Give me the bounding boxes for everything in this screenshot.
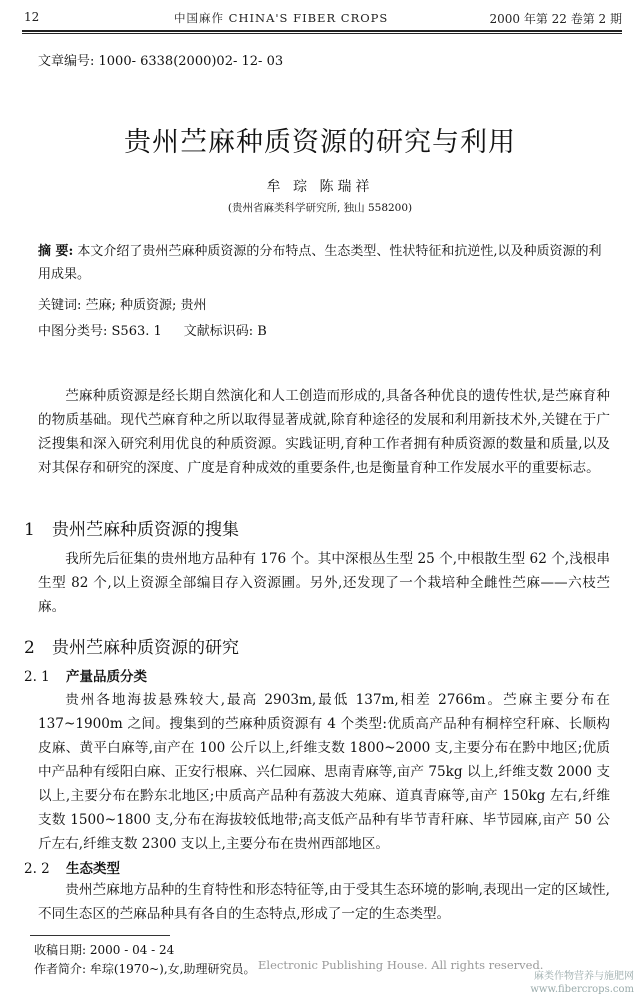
- document-code: 文献标识码: B: [183, 324, 267, 339]
- classification: [38, 320, 604, 339]
- site-watermark: [530, 970, 634, 996]
- header-rule-thin: [22, 33, 622, 34]
- journal-title: 中国麻作 CHINA'S FIBER CROPS: [174, 11, 389, 25]
- subsection-2-1-heading: [24, 665, 147, 685]
- abstract: [38, 240, 604, 286]
- subsection-title: 生态类型: [66, 861, 120, 877]
- subsection-number: 2. 2: [24, 861, 50, 877]
- watermark-line-2: www.fibercrops.com: [530, 984, 634, 995]
- intro-paragraph: 苎麻种质资源是经长期自然演化和人工创造而形成的,具备各种优良的遗传性状,是苎麻育种的物质基础。现代苎麻育种之所以取得显著成就,除育种途径的发展和利用新技术外,关键在于广泛搜集和深入研究利用优良的种质资源。实践证明,育种工作者拥有种质资源的数量和质量,以及对其保存和研究的深度、广度是育种成效的重要条件,也是衡量育种工作发展水平的重要标志。: [38, 388, 610, 476]
- copyright-notice: Electronic Publishing House. All rights reserved.: [258, 958, 544, 972]
- subsection-2-2-heading: [24, 857, 120, 877]
- section-title: 贵州苎麻种质资源的研究: [52, 638, 239, 658]
- clc-number: 中图分类号: S563. 1: [38, 324, 162, 339]
- subsection-2-1-paragraph: 贵州各地海拔悬殊较大,最高 2903m,最低 137m,相差 2766m。苎麻主要分布在 137~1900m 之间。搜集到的苎麻种质资源有 4 个类型:优质高产品种有桐梓空秆麻、长顺构皮麻、黄平白麻等,亩产在 100 公斤以上,纤维支数 1800~2000 支,主要分布在黔中地区;优质中产品种有绥阳白麻、正安行根麻、兴仁园麻、思南青麻等,亩产 75kg 以上,纤维支数 2000 支以上,主要分布在黔东北地区;中质高产品种有荔波大苑麻、道真青麻等,亩产 150kg 左右,纤维支数 1500~1800 支,分布在海拔较低地带;高支低产品种有毕节青秆麻、毕节园麻,亩产 50 公斤左右,纤维支数 2300 支以上,主要分布在贵州西部地区。: [38, 692, 610, 852]
- paper-title: 贵州苎麻种质资源的研究与利用: [124, 127, 516, 158]
- footnote-rule: [30, 935, 170, 936]
- volume-info: 2000 年第 22 卷第 2 期: [489, 12, 622, 26]
- running-header: [24, 8, 622, 28]
- page-number: 12: [24, 10, 40, 24]
- watermark-line-1: 麻类作物营养与施肥网: [534, 971, 634, 982]
- abstract-text: 本文介绍了贵州苎麻种质资源的分布特点、生态类型、性状特征和抗逆性,以及种质资源的利用成果。: [38, 244, 602, 282]
- header-rule: [22, 30, 622, 32]
- abstract-label: 摘 要:: [38, 244, 74, 259]
- keywords: 关键词: 苎麻; 种质资源; 贵州: [38, 298, 207, 313]
- section-title: 贵州苎麻种质资源的搜集: [52, 520, 239, 540]
- section-1-paragraph: 我所先后征集的贵州地方品种有 176 个。其中深根丛生型 25 个,中根散生型 62 个,浅根串生型 82 个,以上资源全部编目存入资源圃。另外,还发现了一个栽培种全雌性苎麻——六枝苎麻。: [38, 551, 610, 615]
- affiliation: (贵州省麻类科学研究所, 独山 558200): [227, 202, 413, 214]
- authors: 牟 琮 陈瑞祥: [266, 179, 374, 195]
- section-2-heading: [24, 633, 239, 658]
- article-number: 文章编号: 1000- 6338(2000)02- 12- 03: [38, 54, 284, 69]
- subsection-title: 产量品质分类: [66, 669, 147, 685]
- subsection-2-2-paragraph: 贵州苎麻地方品种的生育特性和形态特征等,由于受其生态环境的影响,表现出一定的区域性,不同生态区的苎麻品种具有各自的生态特点,形成了一定的生态类型。: [38, 882, 610, 922]
- subsection-number: 2. 1: [24, 669, 50, 685]
- section-number: 2: [24, 638, 35, 658]
- footnote-author-bio: 作者简介: 牟琮(1970~),女,助理研究员。: [34, 962, 256, 976]
- section-1-heading: [24, 515, 239, 540]
- footnote-received: 收稿日期: 2000 - 04 - 24: [34, 943, 175, 957]
- section-number: 1: [24, 520, 35, 540]
